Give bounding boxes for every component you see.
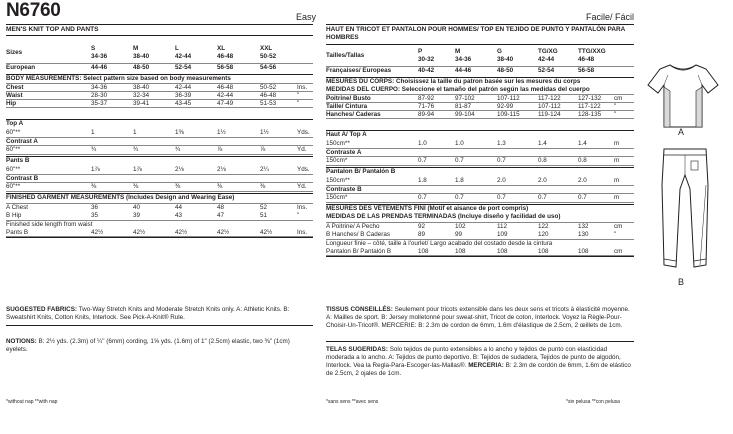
- finished-value: 92: [418, 223, 426, 231]
- unit: ": [614, 111, 617, 119]
- rule: [326, 256, 634, 257]
- euro-size-4: 54-56: [260, 64, 277, 71]
- size-range-2: 38-40: [497, 56, 514, 63]
- euro-size-0: 40-42: [418, 67, 435, 74]
- finished-value: 40: [133, 204, 141, 212]
- yardage-value: 0.7: [418, 194, 427, 202]
- body-row-label: Waist: [6, 92, 23, 100]
- yardage-value: 1.8: [455, 177, 464, 185]
- yardage-value: ⅜: [91, 183, 97, 191]
- body-value: 119-124: [538, 111, 561, 119]
- yardage-value: 1: [133, 129, 137, 137]
- telas-text: Solo tejidos de punto extensibles a lo ancho y tejidos de punto con elasticidad moderada a lo ancho. A: Tejidos de punto deportivo. B: Tejidos de sudadera, Tejidos de punto de algodón, Interlock. Vea la Regla-Para-Escoger-las-Mallas®.: [326, 346, 621, 369]
- yardage-value: 1.4: [578, 140, 587, 148]
- yardage-value: 1⅜: [175, 129, 184, 137]
- body-value: 99-104: [455, 111, 475, 119]
- unit: Ins.: [297, 204, 308, 212]
- finished-value: 108: [455, 247, 466, 255]
- yardage-value: 1: [91, 129, 95, 137]
- notions-label: NOTIONS:: [6, 338, 37, 345]
- garment-title: Haut A/ Top A: [326, 131, 367, 139]
- finished-title: MESURES DES VÊTEMENTS FINI (Motif et aisance de port compris): [326, 205, 529, 213]
- body-value: 50-52: [260, 84, 277, 91]
- rule: [6, 145, 313, 146]
- yardage-value: 2⅛: [217, 166, 226, 174]
- rule: [6, 35, 313, 36]
- yardage-value: ¾: [175, 146, 181, 154]
- body-value: 46-48: [260, 92, 277, 100]
- yardage-value: ¾: [91, 146, 97, 154]
- rule: [326, 118, 634, 119]
- finished-value: 130: [578, 231, 589, 239]
- suggested-fabrics-text: Two-Way Stretch Knits and Moderate Stretch Knits only. A: Athletic Knits. B: Sweatshirt Knits, Cotton Knits, Interlock. See Pick-A-Knit® Rule.: [6, 306, 290, 321]
- finished-row-label: A Poitrine/ A Pecho: [326, 223, 380, 231]
- finished-row-label: A Chest: [6, 204, 29, 212]
- unit: cm: [614, 247, 623, 255]
- rule: [6, 119, 313, 120]
- finished-value: 120: [538, 231, 549, 239]
- size-range-4: 50-52: [260, 53, 277, 60]
- finished-row-label: B Hip: [6, 212, 22, 220]
- size-3: TG/XG: [538, 48, 558, 55]
- size-2: G: [497, 48, 502, 55]
- size-range-3: 42-44: [538, 56, 555, 63]
- yardage-value: 0.7: [497, 194, 506, 202]
- rule: [6, 237, 313, 238]
- rule: [326, 44, 634, 45]
- yardage-value: ⅜: [260, 183, 266, 191]
- finished-row-label: Finished side length from waist: [6, 220, 93, 228]
- euro-size-0: 44-46: [91, 64, 108, 71]
- yardage-value: ⅞: [260, 146, 266, 154]
- pattern-number: N6760: [6, 0, 61, 21]
- pants-b-illustration: [650, 145, 720, 280]
- fabric-width-label: 150cm**: [326, 140, 350, 148]
- fabric-width-label: 60"**: [6, 129, 21, 137]
- finished-value: 42½: [175, 228, 188, 236]
- unit: Yd.: [297, 146, 307, 154]
- finished-row-label: B Hanches/ B Caderas: [326, 231, 391, 239]
- size-1: M: [455, 48, 461, 55]
- finished-row-label: Pants B: [6, 228, 29, 236]
- unit: cm: [614, 223, 623, 231]
- size-range-4: 46-48: [578, 56, 595, 63]
- size-range-1: 34-36: [455, 56, 472, 63]
- finished-value: 39: [133, 212, 141, 220]
- yardage-value: 1.0: [455, 140, 464, 148]
- yardage-value: 1.0: [418, 140, 427, 148]
- finished-value: 42½: [91, 228, 104, 236]
- unit: ": [297, 212, 300, 220]
- yardage-value: 0.7: [578, 194, 587, 202]
- finished-value: 89: [418, 231, 426, 239]
- euro-label: European: [6, 64, 36, 71]
- finished-value: 108: [578, 247, 589, 255]
- finished-value: 108: [418, 247, 429, 255]
- body-measurements-title: BODY MEASUREMENTS: Select pattern size based on body measurements: [6, 75, 231, 82]
- yardage-value: 1½: [260, 129, 269, 137]
- euro-size-1: 48-50: [133, 64, 150, 71]
- rule: [326, 341, 634, 342]
- body-value: 28-30: [91, 92, 108, 100]
- unit: m: [614, 157, 620, 165]
- unit: m: [614, 194, 620, 202]
- finished-row-label: Pantalon B/ Pantalón B: [326, 247, 392, 255]
- finished-value: 47: [217, 212, 225, 220]
- body-row-label: Chest: [6, 84, 24, 91]
- body-value: 39-41: [133, 100, 150, 108]
- finished-value: 48: [217, 204, 225, 212]
- yardage-value: 0.7: [455, 157, 464, 165]
- finished-value: 42½: [133, 228, 146, 236]
- finished-value: 36: [91, 204, 99, 212]
- body-value: 107-112: [497, 95, 520, 102]
- body-value: 38-40: [133, 84, 150, 91]
- rule: [326, 185, 634, 186]
- contrast-label: Contraste A: [326, 149, 362, 157]
- yardage-value: ⅜: [175, 183, 181, 191]
- rule: [326, 130, 634, 131]
- euro-size-2: 52-54: [175, 64, 192, 71]
- yardage-value: 0.8: [578, 157, 587, 165]
- yardage-value: ⅜: [217, 183, 223, 191]
- yardage-value: 1⅞: [91, 166, 100, 174]
- size-4: XXL: [260, 45, 273, 52]
- yardage-value: 1.4: [538, 140, 547, 148]
- contrast-label: Contrast B: [6, 175, 39, 183]
- unit: m: [614, 177, 620, 185]
- yardage-value: ⅞: [217, 146, 223, 154]
- footnote-en: *without nap **with nap: [6, 399, 58, 405]
- size-1: M: [133, 45, 139, 52]
- unit: Yd.: [297, 183, 307, 191]
- finished-value: 132: [578, 223, 589, 231]
- body-value: 42-44: [175, 84, 192, 91]
- body-value: 71-76: [418, 103, 435, 111]
- telas-label: TELAS SUGERIDAS:: [326, 346, 388, 353]
- yardage-value: 2⅛: [175, 166, 184, 174]
- body-value: 117-122: [578, 103, 601, 111]
- difficulty-fr-es: Facile/ Fácil: [586, 12, 635, 22]
- yardage-value: ⅜: [133, 183, 139, 191]
- finished-value: 52: [260, 204, 268, 212]
- body-value: 36-39: [175, 92, 192, 100]
- finished-value: 43: [175, 212, 183, 220]
- size-range-2: 42-44: [175, 53, 192, 60]
- yardage-value: 2.0: [497, 177, 506, 185]
- size-range-0: 34-36: [91, 53, 108, 60]
- rule: [326, 148, 634, 149]
- size-0: P: [418, 48, 423, 55]
- tissus-label: TISSUS CONSEILLÉS:: [326, 306, 393, 313]
- unit: ": [297, 100, 300, 108]
- size-0: S: [91, 45, 96, 52]
- fabric-width-label: 150cm**: [326, 177, 350, 185]
- body-value: 117-122: [538, 95, 561, 102]
- size-range-3: 46-48: [217, 53, 234, 60]
- euro-size-2: 48-50: [497, 67, 514, 74]
- body-value: 87-92: [418, 95, 435, 102]
- unit: Ins.: [297, 84, 308, 91]
- merceria-text: B: 2.3m de cordón de 6mm, 1.6m de elástico de 2.5cm, 2 ojales de 1cm.: [326, 362, 631, 377]
- tissus-conseilles: [326, 306, 632, 330]
- yardage-value: 2¼: [260, 166, 269, 174]
- body-value: 128-135: [578, 111, 602, 119]
- rule: [6, 191, 313, 192]
- notions-text: B: 2½ yds. (2.3m) of ¼" (6mm) cording, 1⅝ yds. (1.6m) of 1" (2.5cm) elastic, two ⅜" (1cm) eyelets.: [6, 338, 290, 353]
- finished-value: 42½: [217, 228, 230, 236]
- unit: Yds.: [297, 166, 310, 174]
- body-measurements-title: MESURES DU CORPS: Choisissez la taille du patron basée sur les mesures du corps: [326, 78, 581, 85]
- yardage-value: 1.3: [497, 140, 506, 148]
- finished-value: 35: [91, 212, 99, 220]
- telas-sugeridas: [326, 346, 632, 378]
- rule: [326, 165, 634, 166]
- title-fr-es: HAUT EN TRICOT ET PANTALON POUR HOMMES/ TOP EN TEJIDO DE PUNTO Y PANTALÓN PARA HOMBRES: [326, 26, 625, 41]
- finished-title-2: MEDIDAS DE LAS PRENDAS TERMINADAS (Incluye diseño y facilidad de uso): [326, 213, 561, 221]
- body-row-label: Poitrine/ Busto: [326, 95, 371, 102]
- yardage-value: 2.0: [538, 177, 547, 185]
- footnote-fr: *sans sens **avec sens: [326, 399, 379, 405]
- figure-label-b: B: [678, 277, 685, 287]
- body-value: 89-94: [418, 111, 435, 119]
- fabric-width-label: 60"**: [6, 166, 21, 174]
- size-3: XL: [217, 45, 226, 52]
- unit: Yds.: [297, 129, 310, 137]
- rule: [6, 24, 313, 25]
- yardage-value: 2.0: [578, 177, 587, 185]
- garment-title: Top A: [6, 120, 24, 128]
- yardage-value: 0.7: [418, 157, 427, 165]
- yardage-value: 0.7: [538, 194, 547, 202]
- finished-value: 102: [455, 223, 466, 231]
- figure-label-a: A: [678, 127, 685, 137]
- yardage-value: ¾: [133, 146, 139, 154]
- body-value: 35-37: [91, 100, 108, 108]
- size-range-0: 30-32: [418, 56, 435, 63]
- rule: [6, 182, 313, 183]
- suggested-fabrics: [6, 306, 311, 322]
- finished-value: 99: [455, 231, 463, 239]
- unit: ": [614, 103, 617, 111]
- finished-row-label: Longueur finie – côté, taille à l'ourlet/ Largo acabado del costado desde la cintura: [326, 239, 553, 247]
- size-4: TTG/XXG: [578, 48, 606, 55]
- size-range-1: 38-40: [133, 53, 150, 60]
- euro-label: Françaises/ Europeas: [326, 67, 392, 74]
- euro-size-3: 52-54: [538, 67, 555, 74]
- rule: [6, 174, 313, 175]
- rule: [6, 137, 313, 138]
- fabric-width-label: 150cm*: [326, 157, 348, 165]
- rule: [6, 154, 313, 155]
- notions: [6, 338, 306, 354]
- unit: ": [614, 231, 617, 239]
- finished-title: FINISHED GARMENT MEASUREMENTS (Includes Design and Wearing Ease): [6, 194, 235, 202]
- finished-value: 44: [175, 204, 183, 212]
- contrast-label: Contraste B: [326, 186, 362, 194]
- yardage-value: 0.7: [455, 194, 464, 202]
- body-row-label: Hip: [6, 100, 17, 108]
- finished-value: 51: [260, 212, 268, 220]
- yardage-value: 1½: [217, 129, 226, 137]
- rule: [6, 156, 313, 157]
- fabric-width-label: 60"**: [6, 183, 21, 191]
- yardage-value: 0.7: [497, 157, 506, 165]
- finished-value: 112: [497, 223, 508, 231]
- rule: [326, 193, 634, 194]
- suggested-fabrics-label: SUGGESTED FABRICS:: [6, 306, 78, 313]
- difficulty-en: Easy: [296, 12, 317, 22]
- body-value: 97-102: [455, 95, 475, 102]
- body-value: 109-115: [497, 111, 520, 119]
- finished-value: 109: [497, 231, 508, 239]
- body-value: 127-132: [578, 95, 602, 102]
- finished-value: 108: [538, 247, 549, 255]
- footnote-es: *sin pelusa **con pelusa: [566, 399, 620, 405]
- fabric-width-label: 60"**: [6, 146, 21, 154]
- body-measurements-title-2: MEDIDAS DEL CUERPO: Seleccione el tamaño del patrón según las medidas del cuerpo: [326, 86, 590, 93]
- rule: [326, 202, 634, 203]
- fabric-width-label: 150cm*: [326, 194, 348, 202]
- body-row-label: Hanches/ Caderas: [326, 111, 381, 119]
- garment-title: Pantalon B/ Pantalón B: [326, 168, 396, 176]
- body-value: 51-53: [260, 100, 277, 108]
- size-2: L: [175, 45, 179, 52]
- euro-size-4: 56-58: [578, 67, 595, 74]
- rule: [6, 107, 313, 108]
- rule: [6, 325, 313, 326]
- finished-value: 108: [497, 247, 508, 255]
- tissus-text: Seulement pour tricots extensible dans les deux sens et tricots à élasticité moyenne. A: Mailles de sport. B: Jersey molletonné pour sweat-shirt, Tricot de coton, Interlock. Voyez la Règle-Pour-Choisir-Un-Tricot®. MERCERIE: B: 2.3m de cordon de 6mm, 1.6m d'élastique de 2.5cm, 2 œillets de 1cm.: [326, 306, 630, 329]
- body-value: 42-44: [217, 92, 234, 100]
- yardage-value: 0.8: [538, 157, 547, 165]
- unit: cm: [614, 95, 623, 102]
- finished-value: 42½: [260, 228, 273, 236]
- body-value: 107-112: [538, 103, 561, 111]
- sizes-label: Tailles/Tallas: [326, 52, 365, 59]
- yardage-value: 1⅞: [133, 166, 142, 174]
- body-value: 34-36: [91, 84, 108, 91]
- body-value: 81-87: [455, 103, 472, 111]
- euro-size-3: 56-58: [217, 64, 234, 71]
- unit: m: [614, 140, 620, 148]
- body-value: 46-48: [217, 84, 234, 91]
- body-row-label: Taille/ Cintura: [326, 103, 368, 111]
- rule: [326, 24, 634, 25]
- rule: [326, 156, 634, 157]
- top-a-illustration: [640, 55, 730, 135]
- body-value: 32-34: [133, 92, 150, 100]
- title-en: MEN'S KNIT TOP AND PANTS: [6, 26, 99, 33]
- unit: ": [297, 92, 300, 100]
- body-value: 92-99: [497, 103, 514, 111]
- merceria-label: MERCERIA:: [468, 362, 504, 369]
- contrast-label: Contrast A: [6, 138, 38, 146]
- body-value: 47-49: [217, 100, 234, 108]
- euro-size-1: 44-46: [455, 67, 472, 74]
- sizes-label: Sizes: [6, 49, 23, 56]
- yardage-value: 1.8: [418, 177, 427, 185]
- unit: Ins.: [297, 228, 308, 236]
- finished-value: 122: [538, 223, 549, 231]
- body-value: 43-45: [175, 100, 192, 108]
- garment-title: Pants B: [6, 157, 30, 165]
